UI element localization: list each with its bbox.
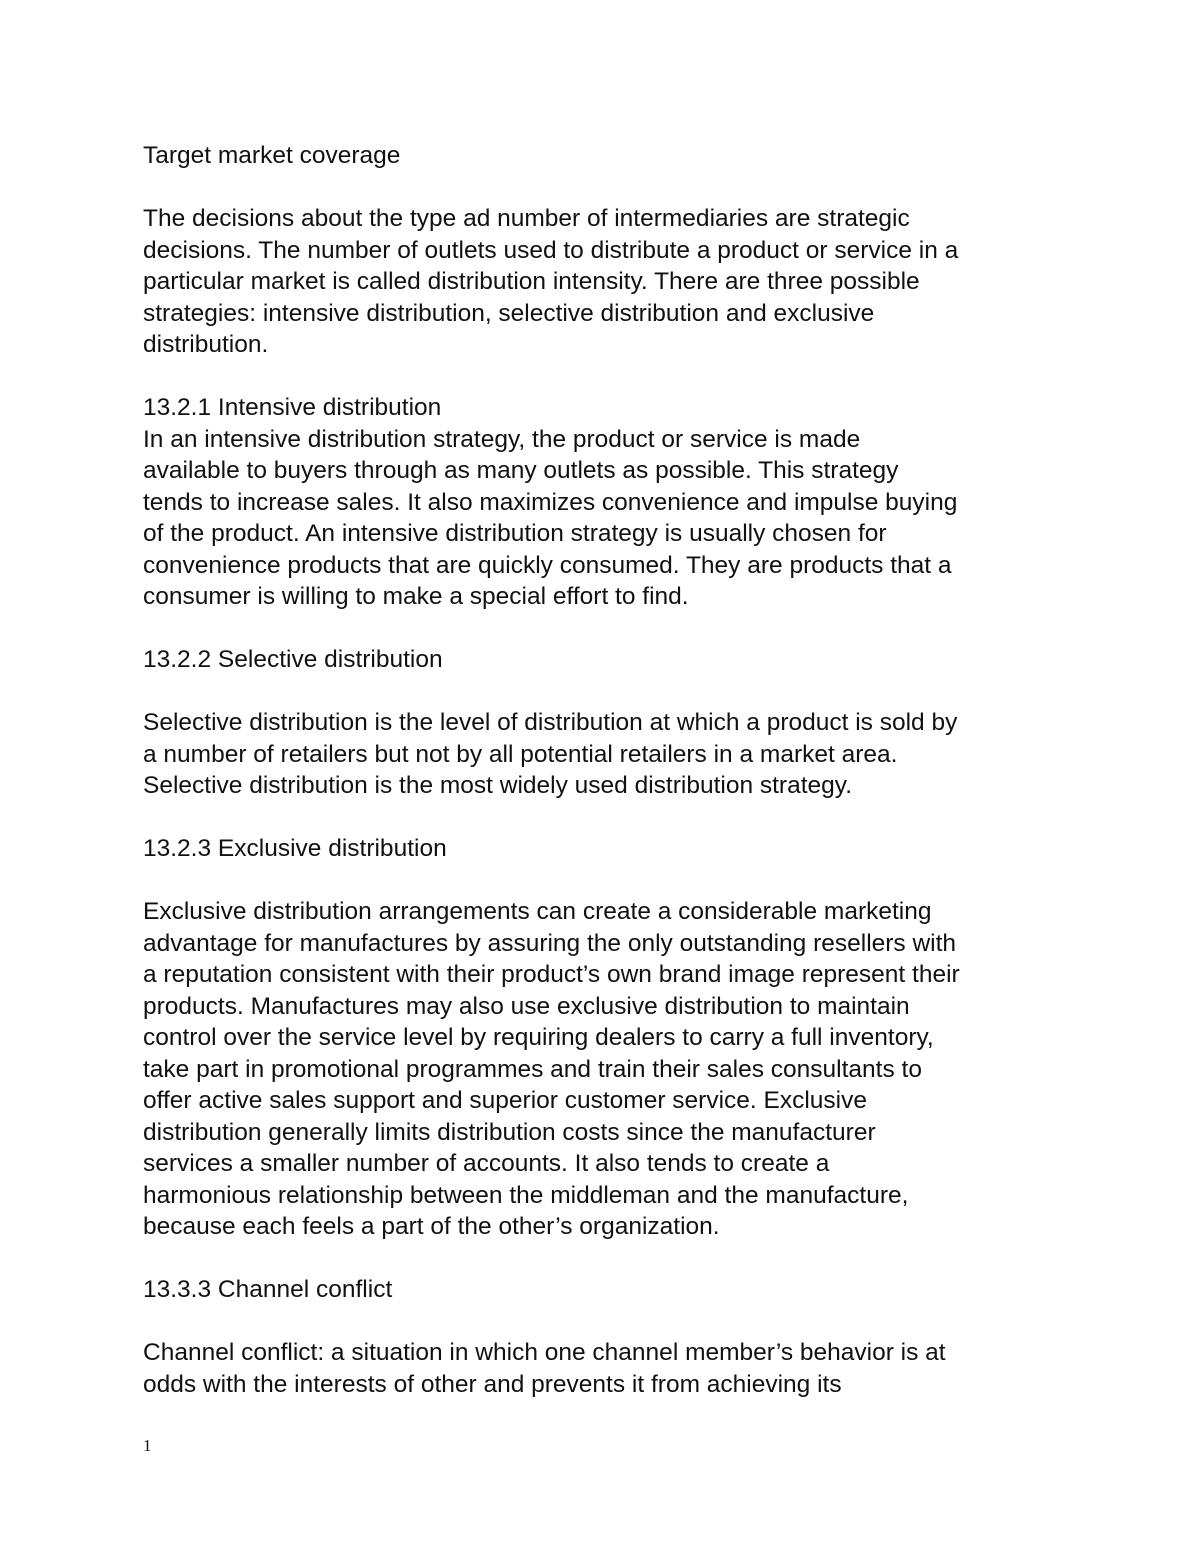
- text-line: In an intensive distribution strategy, the product or service is made: [143, 425, 861, 453]
- text-line: convenience products that are quickly consumed. They are products that a: [143, 551, 952, 579]
- text-line: available to buyers through as many outlets as possible. This strategy: [143, 457, 899, 484]
- text-line: The decisions about the type ad number of intermediaries are strategic: [143, 205, 910, 232]
- text-line: Channel conflict: a situation in which one channel member’s behavior is at: [143, 1339, 946, 1366]
- section-heading-exclusive: 13.2.3 Exclusive distribution: [143, 835, 447, 862]
- section-paragraph-exclusive: [143, 896, 1063, 1243]
- text-line: distribution.: [143, 331, 269, 358]
- section-paragraph-channel-conflict: [143, 1337, 1063, 1400]
- text-line: advantage for manufactures by assuring the only outstanding resellers with: [143, 929, 957, 957]
- section-paragraph-intensive: [143, 424, 1063, 613]
- text-line: Exclusive distribution arrangements can create a considerable marketing: [143, 898, 932, 925]
- text-line: strategies: intensive distribution, selective distribution and exclusive: [143, 299, 875, 327]
- text-line: control over the service level by requiring dealers to carry a full inventory,: [143, 1024, 934, 1051]
- section-heading-intensive: 13.2.1 Intensive distribution: [143, 394, 442, 421]
- text-line: Selective distribution is the most widely used distribution strategy.: [143, 772, 853, 799]
- text-line: because each feels a part of the other’s organization.: [143, 1213, 720, 1240]
- text-line: services a smaller number of accounts. It also tends to create a: [143, 1150, 830, 1177]
- page-number: 1: [143, 1436, 152, 1455]
- section-heading-selective: 13.2.2 Selective distribution: [143, 646, 443, 673]
- text-line: Selective distribution is the level of distribution at which a product is sold by: [143, 709, 958, 736]
- text-line: particular market is called distribution intensity. There are three possible: [143, 268, 920, 295]
- text-line: products. Manufactures may also use exclusive distribution to maintain: [143, 992, 910, 1020]
- text-line: a number of retailers but not by all potential retailers in a market area.: [143, 740, 898, 768]
- text-line: of the product. An intensive distribution strategy is usually chosen for: [143, 520, 887, 547]
- text-line: a reputation consistent with their product’s own brand image represent their: [143, 961, 960, 988]
- text-line: offer active sales support and superior customer service. Exclusive: [143, 1087, 867, 1114]
- text-line: decisions. The number of outlets used to distribute a product or service in a: [143, 236, 959, 264]
- text-line: distribution generally limits distribution costs since the manufacturer: [143, 1118, 876, 1146]
- intro-paragraph: [143, 203, 1063, 361]
- text-line: harmonious relationship between the middleman and the manufacture,: [143, 1181, 909, 1209]
- text-line: odds with the interests of other and prevents it from achieving its: [143, 1370, 842, 1398]
- section-heading-channel-conflict: 13.3.3 Channel conflict: [143, 1276, 393, 1303]
- text-line: consumer is willing to make a special effort to find.: [143, 583, 689, 610]
- document-title: Target market coverage: [143, 142, 401, 169]
- text-line: tends to increase sales. It also maximizes convenience and impulse buying: [143, 488, 958, 516]
- section-paragraph-selective: [143, 707, 1063, 802]
- text-line: take part in promotional programmes and train their sales consultants to: [143, 1055, 922, 1083]
- document-body: [143, 140, 1063, 1432]
